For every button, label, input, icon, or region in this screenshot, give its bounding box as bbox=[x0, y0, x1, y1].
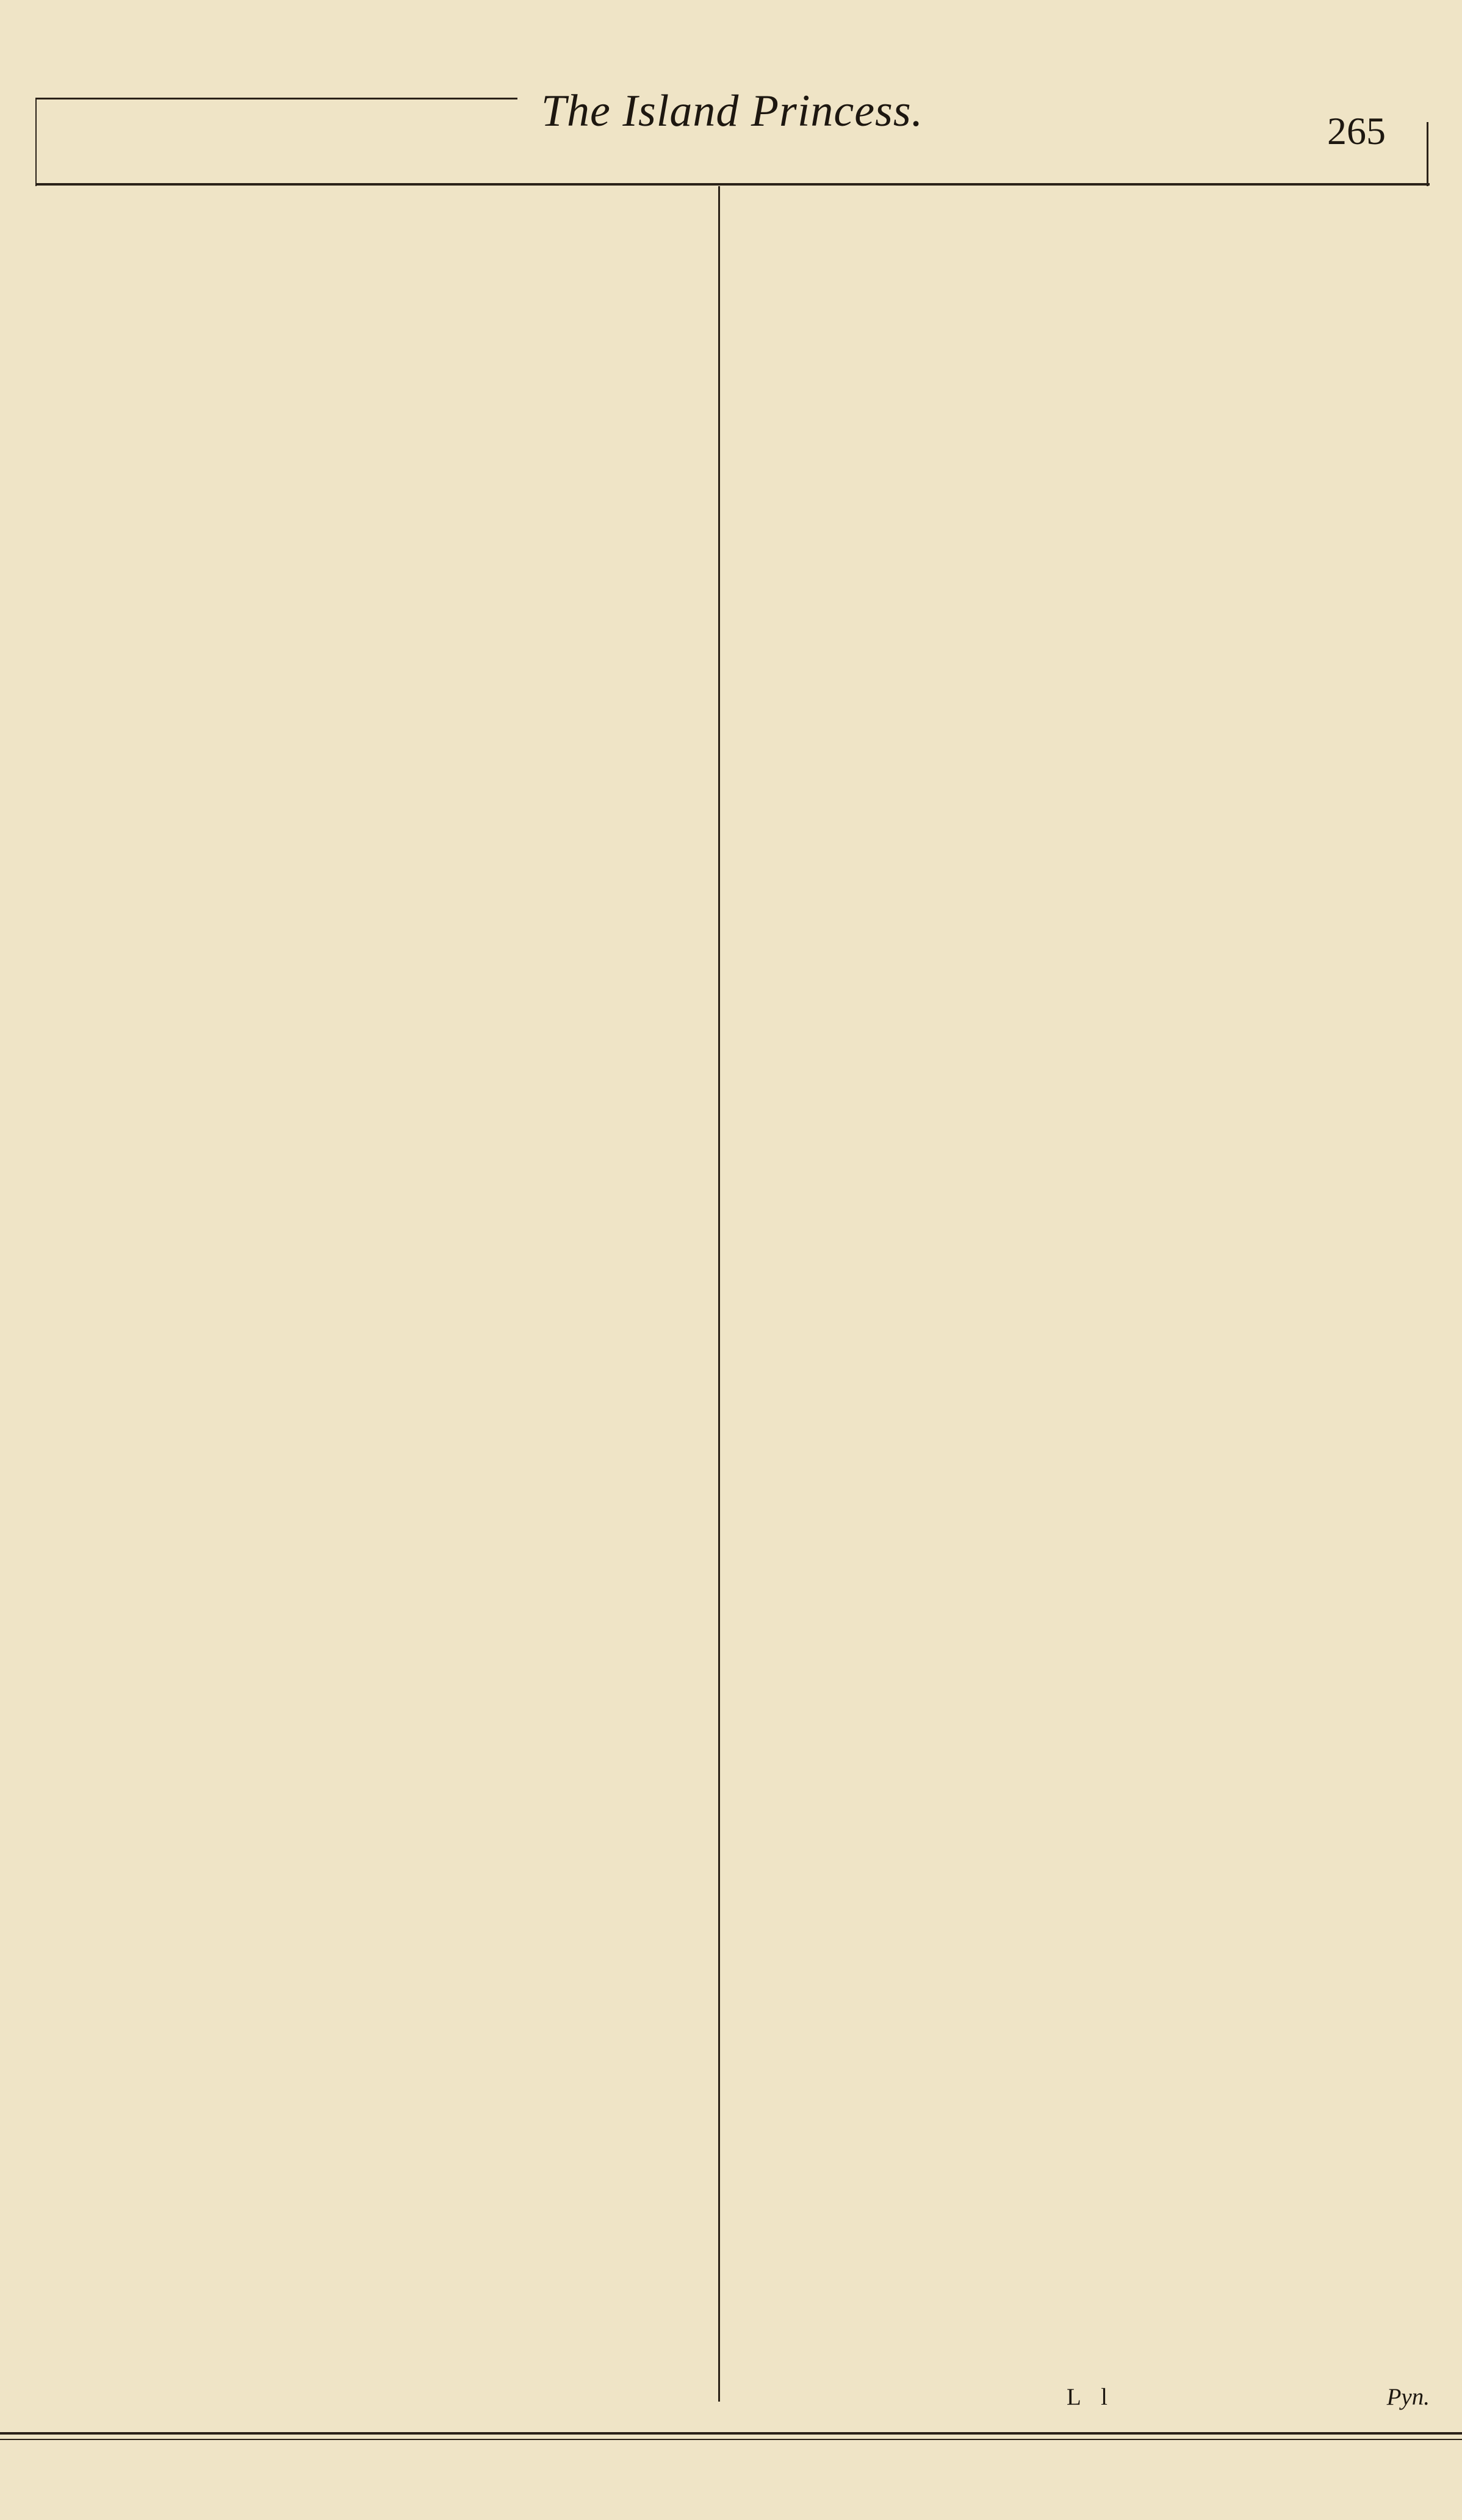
header-rule-left bbox=[35, 98, 37, 186]
page-number: 265 bbox=[1327, 109, 1386, 153]
running-title: The Island Princess. bbox=[541, 86, 924, 136]
bottom-rule-2 bbox=[0, 2439, 1462, 2440]
column-divider bbox=[718, 186, 720, 2402]
header-rule-top bbox=[35, 98, 517, 99]
header-rule-right bbox=[1427, 122, 1428, 186]
catchword: Pyn. bbox=[1386, 2384, 1430, 2410]
header-rule-bottom bbox=[35, 183, 1430, 186]
bottom-rule bbox=[0, 2432, 1462, 2435]
signature-mark: L l bbox=[1067, 2384, 1115, 2410]
